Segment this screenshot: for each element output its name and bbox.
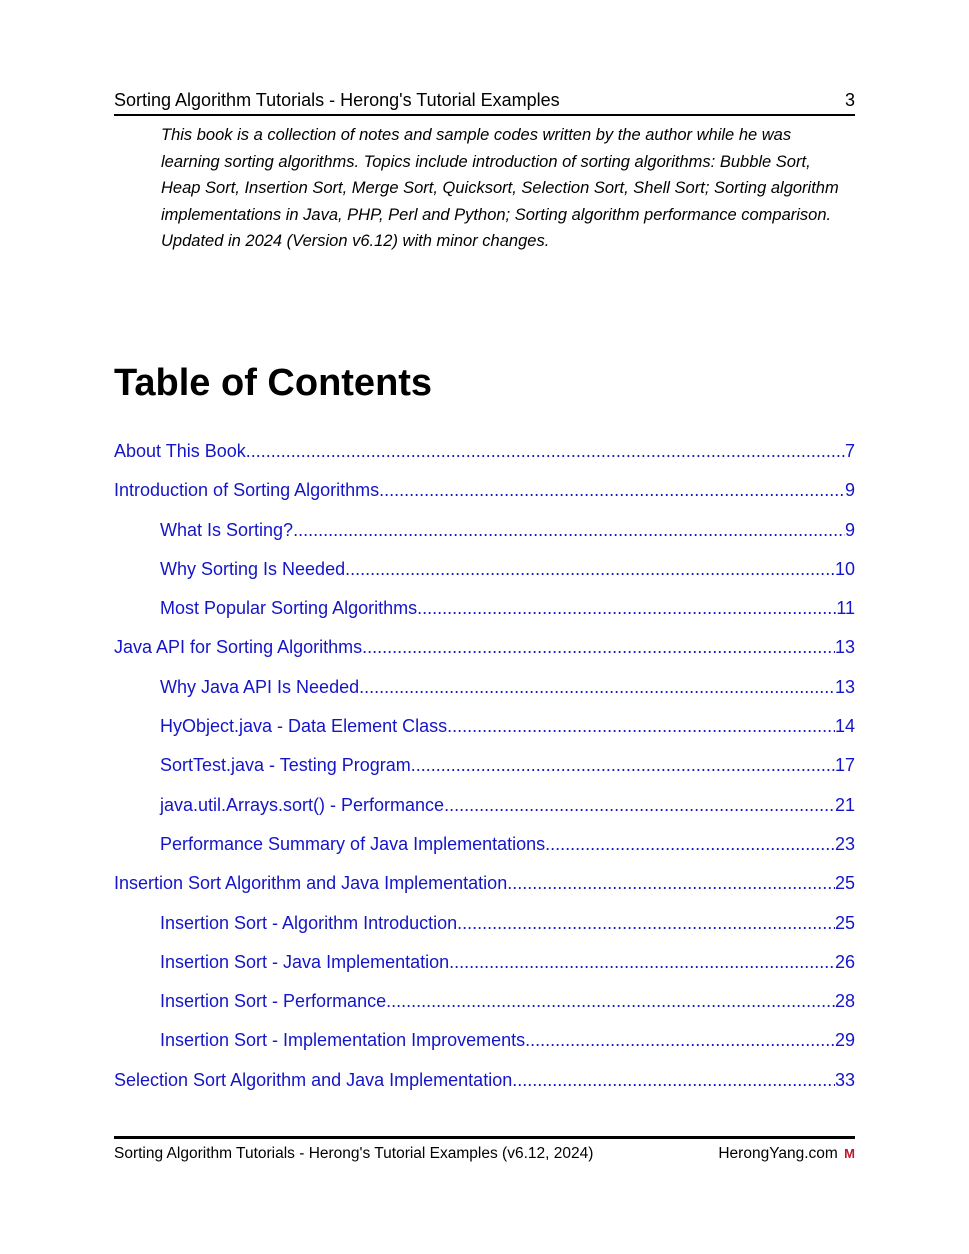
toc-entry[interactable] — [114, 713, 855, 752]
toc-heading: Table of Contents — [114, 362, 433, 404]
toc-leader-dots — [246, 438, 845, 464]
toc-leader-dots — [345, 556, 835, 582]
toc-entry-page: 23 — [834, 833, 855, 854]
toc-entry-page: 9 — [844, 519, 855, 540]
toc-leader-dots — [293, 517, 845, 543]
toc-entry[interactable] — [114, 949, 855, 988]
toc-leader-dots — [444, 792, 835, 818]
toc-entry-label: Insertion Sort - Performance — [160, 991, 387, 1012]
toc-entry-page: 13 — [834, 637, 855, 658]
toc-entry-label: Selection Sort Algorithm and Java Implementation — [114, 1069, 513, 1090]
page-header — [114, 88, 855, 116]
toc-entry[interactable] — [114, 477, 855, 516]
toc-entry[interactable] — [114, 870, 855, 909]
toc-entry[interactable] — [114, 752, 855, 791]
toc-entry-page: 26 — [834, 951, 855, 972]
toc-entry-page: 13 — [834, 676, 855, 697]
footer-site — [718, 1143, 855, 1165]
toc-leader-dots — [379, 477, 845, 503]
toc-entry-page: 25 — [834, 873, 855, 894]
toc-leader-dots — [411, 752, 835, 778]
header-page-number: 3 — [844, 90, 855, 110]
toc-entry-label: HyObject.java - Data Element Class — [160, 716, 448, 737]
toc-leader-dots — [512, 1067, 835, 1093]
toc-entry-page: 33 — [834, 1069, 855, 1090]
toc-leader-dots — [359, 674, 835, 700]
toc-entry-label: About This Book — [114, 441, 246, 461]
toc-entry-label: java.util.Arrays.sort() - Performance — [160, 794, 445, 815]
toc-entry-page: 17 — [834, 755, 855, 776]
toc-leader-dots — [447, 713, 835, 739]
toc-entry-page: 29 — [834, 1030, 855, 1051]
toc-entry-label: What Is Sorting? — [160, 519, 294, 540]
toc-entry-label: Insertion Sort - Java Implementation — [160, 951, 450, 972]
toc-entry-label: Most Popular Sorting Algorithms — [160, 598, 418, 619]
table-of-contents — [114, 438, 855, 1106]
toc-entry[interactable] — [114, 1067, 855, 1106]
toc-entry[interactable] — [114, 831, 855, 870]
m-logo-icon: M — [844, 1146, 855, 1161]
toc-entry[interactable] — [114, 517, 855, 556]
toc-entry-label: Why Java API Is Needed — [160, 676, 360, 697]
toc-entry-label: Insertion Sort Algorithm and Java Implementation — [114, 873, 508, 894]
footer-site-link[interactable]: HerongYang.com — [718, 1145, 838, 1162]
toc-leader-dots — [417, 595, 836, 621]
toc-entry-label: Introduction of Sorting Algorithms — [114, 480, 380, 501]
toc-entry-page: 9 — [844, 480, 855, 501]
toc-entry[interactable] — [114, 910, 855, 949]
toc-entry-label: Why Sorting Is Needed — [160, 558, 346, 579]
toc-entry-page: 11 — [836, 598, 855, 619]
toc-entry-label: Java API for Sorting Algorithms — [114, 637, 363, 658]
toc-entry-label: Performance Summary of Java Implementations — [160, 833, 546, 854]
toc-entry-page: 28 — [834, 991, 855, 1012]
toc-leader-dots — [525, 1027, 835, 1053]
toc-entry-page: 14 — [834, 716, 855, 737]
toc-entry[interactable] — [114, 595, 855, 634]
toc-entry-page: 7 — [844, 441, 855, 461]
toc-leader-dots — [386, 988, 835, 1014]
toc-entry[interactable] — [114, 556, 855, 595]
page-footer — [114, 1136, 855, 1162]
toc-entry[interactable] — [114, 438, 855, 477]
toc-entry-label: Insertion Sort - Implementation Improvements — [160, 1030, 526, 1051]
toc-entry[interactable] — [114, 674, 855, 713]
toc-entry[interactable] — [114, 792, 855, 831]
toc-entry[interactable] — [114, 988, 855, 1027]
footer-book-title: Sorting Algorithm Tutorials - Herong's Tutorial Examples (v6.12, 2024) — [114, 1145, 594, 1162]
book-description: This book is a collection of notes and sample codes written by the author while he was learning sorting algorithms. Topics include introduction of sorting algorithms: Bubble Sort, Heap Sort, Insertion Sort, Merge Sort, Quicksort, Selection Sort, Shell Sort; Sorting algorithm implementations in Java, PHP, Perl and Python; Sorting algorithm performance comparison. Updated in 2024 (Version v6.12) with minor changes. — [161, 126, 839, 251]
toc-leader-dots — [545, 831, 835, 857]
toc-entry-label: SortTest.java - Testing Program — [160, 755, 411, 776]
toc-entry-page: 21 — [834, 794, 855, 815]
toc-leader-dots — [362, 634, 835, 660]
toc-entry-page: 10 — [834, 558, 855, 579]
toc-leader-dots — [507, 870, 835, 896]
toc-entry-page: 25 — [834, 912, 855, 933]
header-title: Sorting Algorithm Tutorials - Herong's Tutorial Examples — [114, 90, 560, 110]
toc-entry-label: Insertion Sort - Algorithm Introduction — [160, 912, 458, 933]
toc-entry[interactable] — [114, 634, 855, 673]
toc-leader-dots — [457, 910, 835, 936]
toc-entry[interactable] — [114, 1027, 855, 1066]
toc-leader-dots — [449, 949, 835, 975]
